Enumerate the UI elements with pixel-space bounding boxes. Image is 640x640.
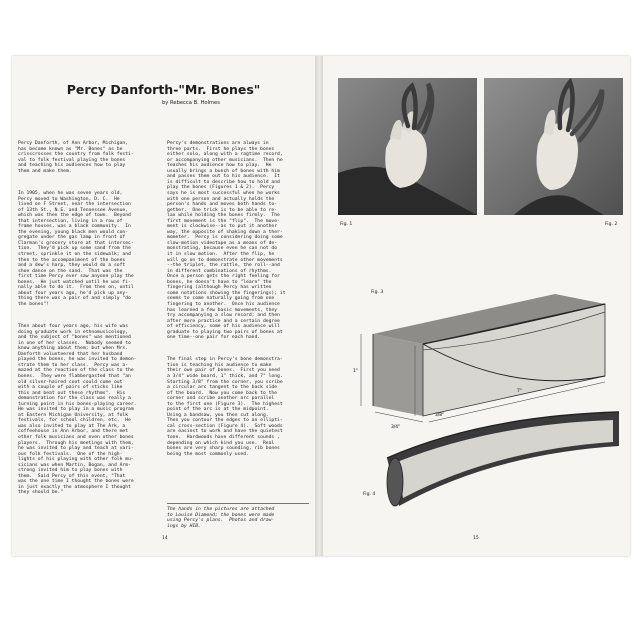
- hand-holding-bones-image: [338, 78, 477, 215]
- figure-4-bone-drawing: [383, 406, 623, 516]
- dimension-width-label: 3/4": [391, 425, 401, 430]
- paragraph: In 1905, when he was seven years old, Percy moved to Washington, D. C. He lived on F Street, near the intersection of 13th St., N.E. and Tennessee Avenue, which was then the edge of town. Beyond that intersection, living in a row of frame houses, was a black community. In the evening, young black men would con- gregate under the gas lamp in front of Clarman's grocery store at that intersec- tion. They'd pick up some sand from the street, sprinkle it on the sidewalk; and then to the accompaniment of the bones and a dew's harp, they would do a soft shoe dance on the sand. That was the first time Percy ever saw anyone play the bones. He just watched until he was fi- nally able to do it. From then on, until about four years ago, he'd pick up any- thing there was a pair of and simply "do the bones"!: [18, 190, 134, 307]
- right-page: [323, 56, 630, 556]
- article-byline: by Rebecca B. Holmes: [162, 100, 220, 106]
- dimension-height-label: 1": [353, 369, 358, 374]
- figure-1-photo: [338, 78, 477, 215]
- photo-caption: The hands in the pictures are attached to Louise Diamond; the bones were made using Percy's plans. Photos and draw- ings by HIB.: [167, 503, 309, 529]
- figure-4-label: Fig. 4: [363, 492, 376, 497]
- hand-holding-bones-image: [484, 78, 623, 215]
- figure-3-label: Fig. 3: [371, 290, 384, 295]
- left-page: [12, 56, 315, 556]
- page-number: 14: [162, 536, 168, 541]
- figure-1-label: Fig. 1: [340, 222, 353, 227]
- book-gutter: [315, 56, 323, 556]
- paragraph: Percy's demonstrations are always in three parts. First he plays the bones either solo, along with a ragtime record, or accompanying other musicians. Then he teaches his audience how to play. He usually brings a bunch of bones with him and passes them out to his audience. It is difficult to describe how to hold and play the bones (Figures 1 & 2). Percy says he is most successful when he works with one person and actually holds the person's hands and moves both hands to- gether. One trick is to be able to re- lax while holding the bones firmly. The first movement is the "flip". The move- ment is clockwise--as to put it another way, the opposite of shaking down a ther- mometer. Percy is considering doing some slow-motion videotape as a means of de- monstrating, because even he can not do it in slow motion. After the flip, he will go on to demonstrate other movements --the triplet, the rattle, the roll--and in different combinations of rhythms. Once a person gets the right feeling for bones, he doesn't have to "learn" the fingering (although Percy has written some notations showing the fingerings); it seems to come naturally going from one fingering to another. Once his audience has learned a few basic movements, they try accompanying a slow record; and then after more practice and a certain degree of efficiency, some of his audience will graduate to playing two pairs of bones at one time--one pair for each hand.: [167, 141, 286, 341]
- figure-2-label: Fig. 2: [605, 222, 618, 227]
- text-column-1: [18, 130, 160, 530]
- paragraph: Percy Danforth, of Ann Arbor, Michigan, has become known as "Mr. Bones" as he crisscrosses the country from folk festi- val to folk festival playing the bones and teaching his audiences how to play them and make them.: [18, 141, 134, 174]
- dimension-depth-label: 3/8": [435, 413, 445, 418]
- book-spread: [12, 56, 630, 556]
- dimension-length-label: 7": [517, 389, 522, 394]
- page-number: 15: [473, 536, 479, 541]
- paragraph: Then about four years ago, his wife was doing graduate work in ethnomusicology, and the subject of "bones" was mentioned in one of her classes. Nobody seemed to know anything about them; but when Mrs. Danforth volunteered that her husband played the bones, he was invited to demon- strate them to her class. Percy was a- mazed at the reaction of the class to the bones. They were flabbergasted that "an old silver-haired coot could come out with a couple of pairs of sticks like this and beat out these rhythms". His demonstration for the class was really a turning point in his bones-playing career. He was invited to play in a music program at Eastern Michigan University, at folk festivals, for school children, etc. He was also invited to play at The Ark, a coffeehouse in Ann Arbor, and there met other folk musicians and even other bones players. Through his meetings with them, he was invited to play and teach at vari- ous folk festivals. One of the high- lights of his playing with other folk mu- sicians was when Martin, Bogan, and Arm- strong invited him to play bones with them. Said Percy of this event, "That was the one time I thought the bones were in just exactly the atmosphere I thought they should be.": [18, 324, 137, 496]
- article-title: Percy Danforth-"Mr. Bones": [66, 82, 261, 97]
- figure-2-photo: [484, 78, 623, 215]
- paragraph: The final step in Percy's bone demonstra- tion is teaching his audience to make their own pair of bones. First you need a 3/4" wide board, 1" thick, and 7" long. Starting 3/8" from the corner, you scribe a circular arc tangent to the back side of the board. Now you come back to the corner and scribe another arc parallel to the first one (Figure 3). The highest point of the arc is at the midpoint. Using a bandsaw, you then cut along. Then you contour the edges to an ellipti- cal cross-section (Figure 4). Soft woods are easiest to work and have the quietest tone. Hardwoods have different sounds , depending on which kind you use. Real bones are very sharp sounding, rib bones being the most commonly used.: [167, 357, 283, 457]
- text-column-2: [167, 130, 311, 502]
